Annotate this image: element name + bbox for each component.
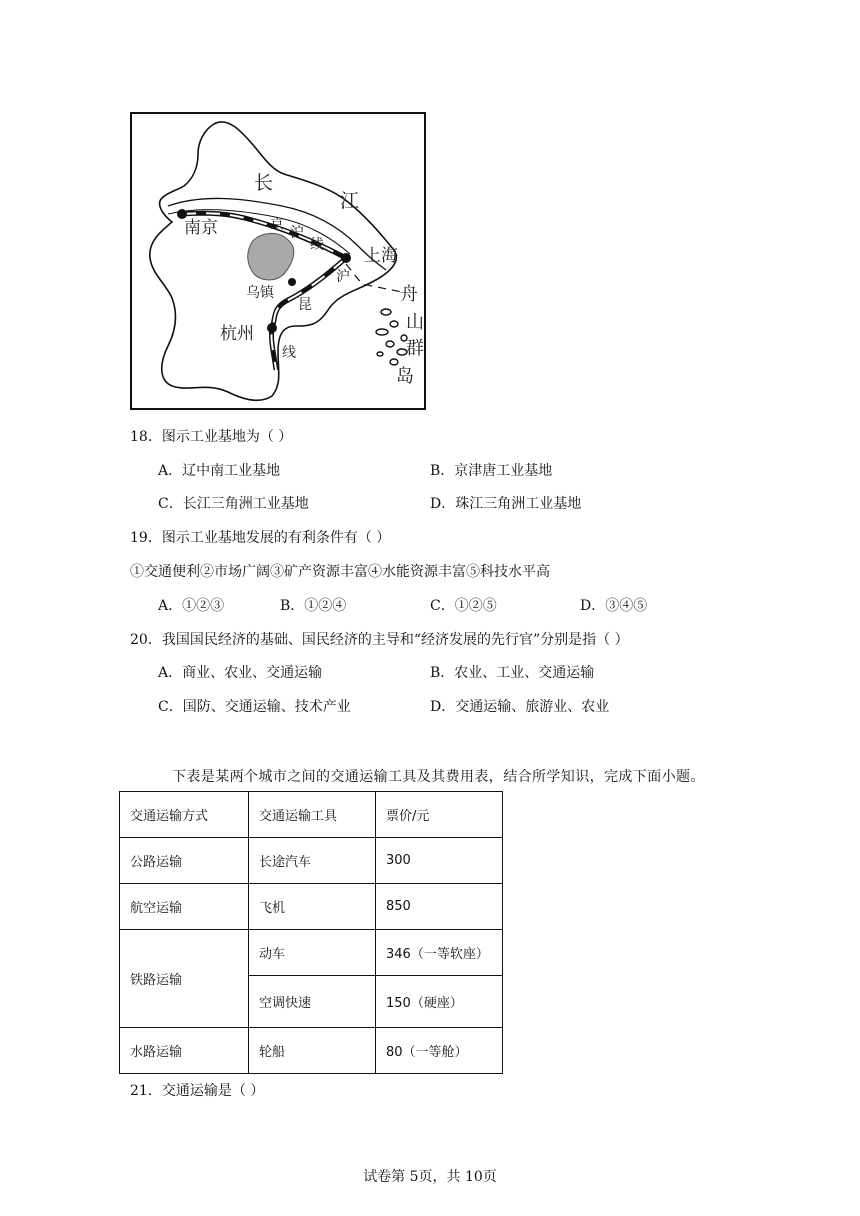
table-row xyxy=(120,930,503,976)
map-label-zhoushan-2: 山 xyxy=(406,312,424,333)
table-cell-mode: 水路运输 xyxy=(120,1028,249,1074)
table-cell-tool: 轮船 xyxy=(249,1028,376,1074)
table-cell-price: 80（一等舱） xyxy=(376,1028,503,1074)
table-intro: 下表是某两个城市之间的交通运输工具及其费用表，结合所学知识，完成下面小题。 xyxy=(172,769,705,785)
map-label-hukun-1: 沪 xyxy=(336,269,350,285)
page-footer: 试卷第 5页，共 10页 xyxy=(363,1169,497,1185)
table-cell-mode: 铁路运输 xyxy=(120,930,249,1028)
question-20-stem: 20．我国国民经济的基础、国民经济的主导和“经济发展的先行官”分别是指（ ） xyxy=(130,632,629,648)
shanghai-dot xyxy=(341,253,351,263)
table-cell-tool: 动车 xyxy=(249,930,376,976)
map-label-zhoushan-1: 舟 xyxy=(400,284,418,305)
table-cell-tool: 长途汽车 xyxy=(249,838,376,884)
taihu-lake xyxy=(248,233,294,280)
q19-option-b: B．①②④ xyxy=(280,598,347,614)
map-label-shanghai: 上海 xyxy=(364,246,398,266)
q20-option-d: D．交通运输、旅游业、农业 xyxy=(430,699,610,715)
table-header-cell: 票价/元 xyxy=(376,792,503,838)
map-label-jiang: 江 xyxy=(340,190,360,212)
map-label-nanjing: 南京 xyxy=(184,218,218,238)
map-label-wuzhen: 乌镇 xyxy=(246,285,274,301)
table-cell-mode: 公路运输 xyxy=(120,838,249,884)
table-cell-price: 850 xyxy=(376,884,503,930)
sea-route xyxy=(346,264,402,292)
map-label-jinghu-1: 京 xyxy=(270,217,284,233)
zhoushan-islands xyxy=(376,309,407,365)
table-cell-tool: 飞机 xyxy=(249,884,376,930)
map-label-hukun-2: 昆 xyxy=(298,297,312,313)
table-cell-price: 300 xyxy=(376,838,503,884)
question-19-stem: 19．图示工业基地发展的有利条件有（ ） xyxy=(130,530,391,546)
map-label-hukun-3: 线 xyxy=(282,345,296,361)
question-18-stem: 18．图示工业基地为（ ） xyxy=(130,429,293,445)
map-label-zhoushan-3: 群 xyxy=(406,338,424,359)
q20-option-c: C．国防、交通运输、技术产业 xyxy=(158,699,351,715)
table-row xyxy=(120,884,503,930)
map-figure xyxy=(130,112,426,410)
map-label-zhoushan-4: 岛 xyxy=(396,366,414,387)
wuzhen-dot xyxy=(288,278,296,286)
q19-option-d: D．③④⑤ xyxy=(580,598,648,614)
table-row xyxy=(120,838,503,884)
question-19-conditions: ①交通便利②市场广阔③矿产资源丰富④水能资源丰富⑤科技水平高 xyxy=(130,564,550,580)
q19-option-a: A．①②③ xyxy=(158,598,225,614)
q18-option-a: A．辽中南工业基地 xyxy=(158,463,281,479)
q20-option-b: B．农业、工业、交通运输 xyxy=(430,665,595,681)
table-cell-price: 150（硬座） xyxy=(376,976,503,1028)
map-label-chang: 长 xyxy=(254,172,274,194)
question-21-stem: 21．交通运输是（ ） xyxy=(130,1083,265,1099)
map-label-hangzhou: 杭州 xyxy=(220,324,254,344)
table-cell-mode: 航空运输 xyxy=(120,884,249,930)
q19-option-c: C．①②⑤ xyxy=(430,598,497,614)
table-header-row xyxy=(120,792,503,838)
hangzhou-dot xyxy=(267,323,277,333)
table-header-cell: 交通运输方式 xyxy=(120,792,249,838)
map-label-jinghu-2: 沪 xyxy=(290,225,304,241)
q20-option-a: A．商业、农业、交通运输 xyxy=(158,665,323,681)
q18-option-b: B．京津唐工业基地 xyxy=(430,463,553,479)
table-cell-price: 346（一等软座） xyxy=(376,930,503,976)
q18-option-c: C．长江三角洲工业基地 xyxy=(158,496,309,512)
transport-fare-table xyxy=(119,791,503,1074)
table-header-cell: 交通运输工具 xyxy=(249,792,376,838)
table-row xyxy=(120,1028,503,1074)
q18-option-d: D．珠江三角洲工业基地 xyxy=(430,496,582,512)
table-cell-tool: 空调快速 xyxy=(249,976,376,1028)
map-label-jinghu-3: 线 xyxy=(310,237,324,253)
